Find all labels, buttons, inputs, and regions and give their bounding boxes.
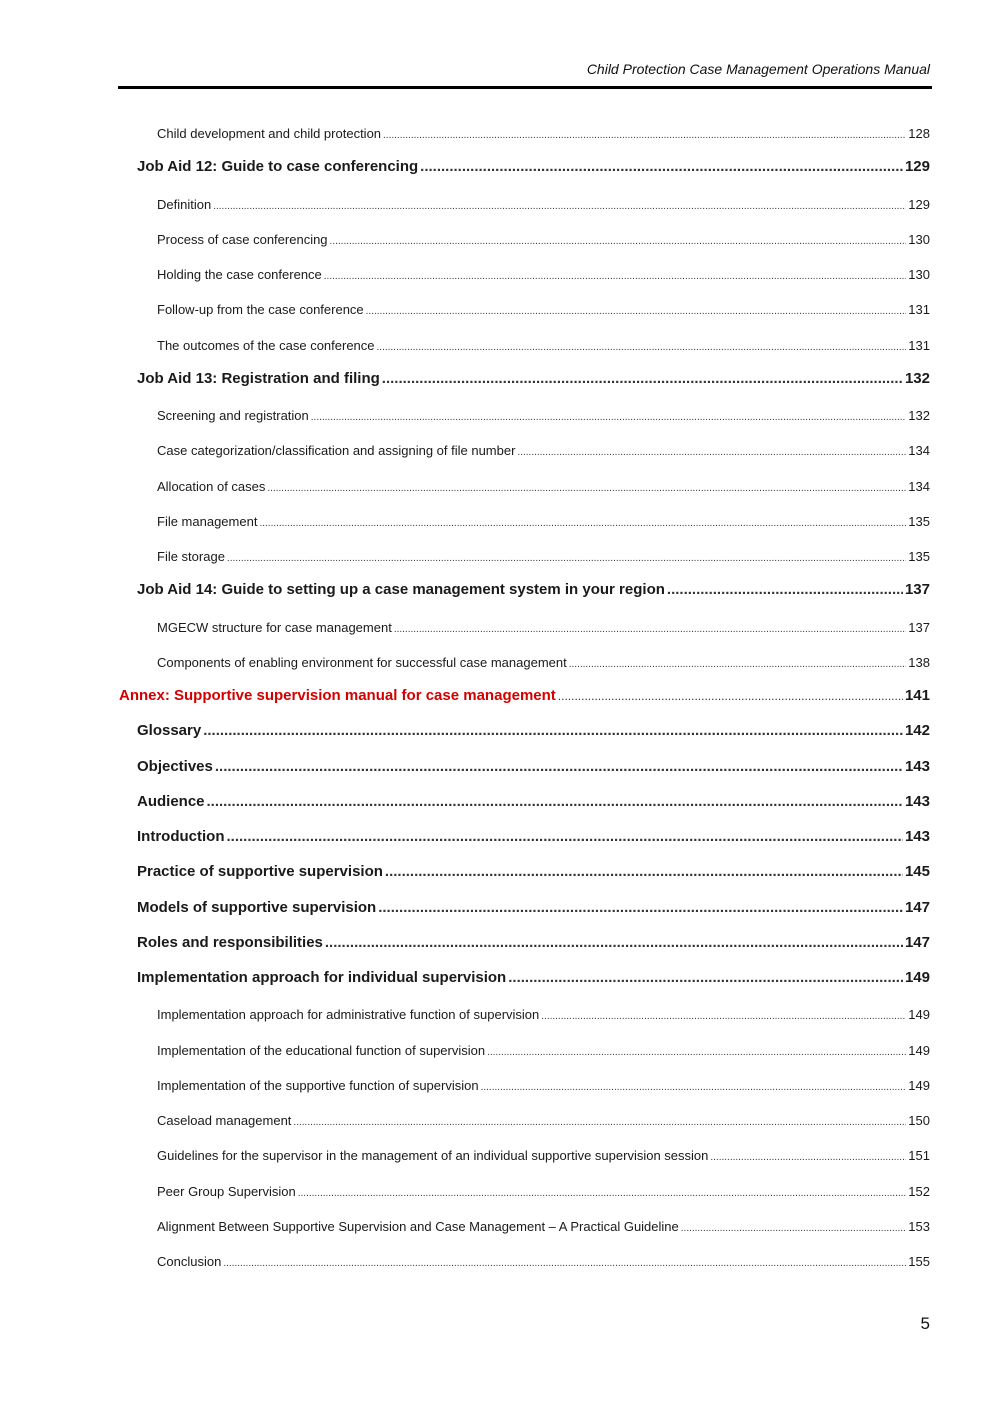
toc-dot-leader [223,1258,906,1269]
toc-section-entry[interactable] [0,857,1000,892]
toc-dot-leader [667,581,903,598]
toc-dot-leader [298,1188,907,1199]
toc-dot-leader [378,899,903,916]
toc-subsection-entry[interactable] [0,1245,1000,1280]
toc-section-entry[interactable] [0,364,1000,399]
toc-entry-page: 153 [908,1218,930,1234]
toc-section-entry[interactable] [0,787,1000,822]
toc-subsection-entry[interactable] [0,188,1000,223]
toc-entry-title: File management [157,513,258,529]
toc-entry-page: 130 [908,231,930,247]
toc-entry-page: 150 [908,1113,930,1128]
toc-entry-page: 129 [904,158,930,176]
toc-entry-title: Screening and registration [157,408,309,423]
toc-dot-leader [259,518,906,529]
toc-entry-title: Holding the case conference [157,267,322,282]
toc-dot-leader [377,342,907,353]
toc-entry-title: The outcomes of the case conference [157,337,375,353]
toc-entry-page: 147 [904,933,930,951]
toc-section-entry[interactable] [0,152,1000,187]
toc-section-entry[interactable] [0,575,1000,610]
toc-dot-leader [330,236,907,247]
toc-entry-page: 128 [908,126,930,141]
toc-dot-leader [481,1082,907,1093]
toc-subsection-entry[interactable] [0,223,1000,258]
toc-dot-leader [681,1223,907,1234]
toc-section-entry[interactable] [0,893,1000,928]
toc-entry-title: Models of supportive supervision [137,898,377,916]
toc-dot-leader [324,271,907,282]
toc-dot-leader [383,130,906,141]
toc-entry-title: Case categorization/classification and assigning of file number [157,443,516,459]
toc-dot-leader [385,863,903,880]
toc-entry-page: 141 [904,687,930,704]
toc-dot-leader [293,1117,906,1128]
toc-subsection-entry[interactable] [0,611,1000,646]
toc-subsection-entry[interactable] [0,258,1000,293]
toc-dot-leader [569,659,907,670]
toc-entry-page: 149 [908,1042,930,1058]
toc-entry-title: Conclusion [157,1254,222,1269]
toc-dot-leader [207,793,903,810]
toc-subsection-entry[interactable] [0,1139,1000,1174]
toc-entry-title: Roles and responsibilities [137,933,323,951]
toc-dot-leader [710,1152,906,1163]
toc-entry-title: Objectives [137,757,213,775]
toc-section-entry[interactable] [0,822,1000,857]
toc-annex-entry[interactable] [0,681,1000,716]
toc-entry-title: Definition [157,196,212,212]
toc-entry-page: 130 [908,267,930,282]
toc-entry-title: Job Aid 12: Guide to case conferencing [137,158,419,176]
toc-dot-leader [325,934,903,951]
toc-dot-leader [558,689,903,703]
toc-entry-title: Job Aid 14: Guide to setting up a case management system in your region [137,581,665,599]
toc-dot-leader [420,158,903,175]
toc-entry-page: 152 [908,1183,930,1199]
toc-entry-page: 134 [908,443,930,459]
toc-entry-page: 137 [904,581,930,599]
toc-subsection-entry[interactable] [0,1210,1000,1245]
toc-entry-page: 143 [904,757,930,775]
toc-dot-leader [541,1011,906,1022]
toc-entry-page: 131 [908,337,930,353]
toc-entry-page: 151 [908,1148,930,1164]
toc-subsection-entry[interactable] [0,329,1000,364]
table-of-contents [0,117,1000,1280]
toc-entry-title: Practice of supportive supervision [137,863,383,881]
toc-entry-page: 143 [904,792,930,810]
toc-dot-leader [508,969,903,986]
toc-dot-leader [203,722,903,739]
toc-entry-title: Introduction [137,828,225,845]
toc-dot-leader [366,306,907,317]
toc-entry-page: 149 [904,969,930,986]
toc-entry-title: Job Aid 13: Registration and filing [137,369,380,387]
toc-entry-title: File storage [157,549,225,564]
toc-dot-leader [382,370,903,387]
toc-subsection-entry[interactable] [0,1069,1000,1104]
toc-subsection-entry[interactable] [0,434,1000,469]
toc-subsection-entry[interactable] [0,1034,1000,1069]
toc-section-entry[interactable] [0,752,1000,787]
toc-entry-title: Allocation of cases [157,478,266,494]
toc-entry-title: Implementation approach for administrative function of supervision [157,1007,540,1023]
toc-subsection-entry[interactable] [0,540,1000,575]
header-divider [118,86,932,89]
toc-section-entry[interactable] [0,716,1000,751]
toc-entry-page: 149 [908,1007,930,1023]
toc-subsection-entry[interactable] [0,998,1000,1033]
toc-entry-title: Guidelines for the supervisor in the management of an individual supportive supervision session [157,1148,709,1164]
toc-entry-title: Peer Group Supervision [157,1183,296,1199]
toc-entry-page: 147 [904,898,930,916]
page-number: 5 [920,1314,930,1333]
toc-entry-title: Alignment Between Supportive Supervision and Case Management – A Practical Guideline [157,1218,679,1234]
toc-entry-page: 155 [908,1254,930,1269]
toc-entry-title: Audience [137,792,205,810]
toc-subsection-entry[interactable] [0,646,1000,681]
toc-entry-title: Components of enabling environment for successful case management [157,654,567,670]
toc-entry-page: 131 [908,302,930,318]
toc-entry-title: Caseload management [157,1113,292,1128]
toc-entry-page: 142 [904,722,930,740]
toc-entry-title: Glossary [137,722,202,740]
toc-dot-leader [487,1047,906,1058]
toc-entry-title: MGECW structure for case management [157,619,392,635]
toc-entry-page: 135 [908,549,930,564]
toc-entry-page: 132 [908,408,930,423]
toc-dot-leader [394,624,906,635]
running-header-title: Child Protection Case Management Operations Manual [586,61,930,77]
toc-entry-title: Annex: Supportive supervision manual for case management [119,687,556,704]
toc-entry-page: 138 [908,654,930,670]
toc-dot-leader [267,483,906,494]
toc-dot-leader [213,201,906,212]
toc-subsection-entry[interactable] [0,293,1000,328]
toc-entry-page: 149 [908,1077,930,1093]
toc-section-entry[interactable] [0,928,1000,963]
toc-entry-page: 137 [908,619,930,635]
toc-subsection-entry[interactable] [0,399,1000,434]
toc-subsection-entry[interactable] [0,117,1000,152]
toc-subsection-entry[interactable] [0,1175,1000,1210]
toc-subsection-entry[interactable] [0,470,1000,505]
toc-dot-leader [517,447,906,458]
toc-entry-page: 143 [904,828,930,845]
toc-entry-page: 129 [908,196,930,212]
toc-dot-leader [215,758,903,775]
toc-subsection-entry[interactable] [0,1104,1000,1139]
toc-entry-title: Child development and child protection [157,126,382,141]
toc-entry-page: 132 [904,369,930,387]
toc-dot-leader [227,553,906,564]
toc-entry-title: Process of case conferencing [157,231,328,247]
toc-entry-page: 135 [908,513,930,529]
toc-dot-leader [311,412,907,423]
toc-entry-page: 134 [908,478,930,494]
toc-dot-leader [226,828,902,845]
toc-entry-title: Implementation of the educational function of supervision [157,1042,486,1058]
toc-entry-title: Implementation approach for individual supervision [137,969,507,986]
toc-entry-title: Implementation of the supportive function of supervision [157,1077,479,1093]
toc-subsection-entry[interactable] [0,505,1000,540]
toc-entry-title: Follow-up from the case conference [157,302,364,318]
toc-section-entry[interactable] [0,963,1000,998]
toc-entry-page: 145 [904,863,930,881]
